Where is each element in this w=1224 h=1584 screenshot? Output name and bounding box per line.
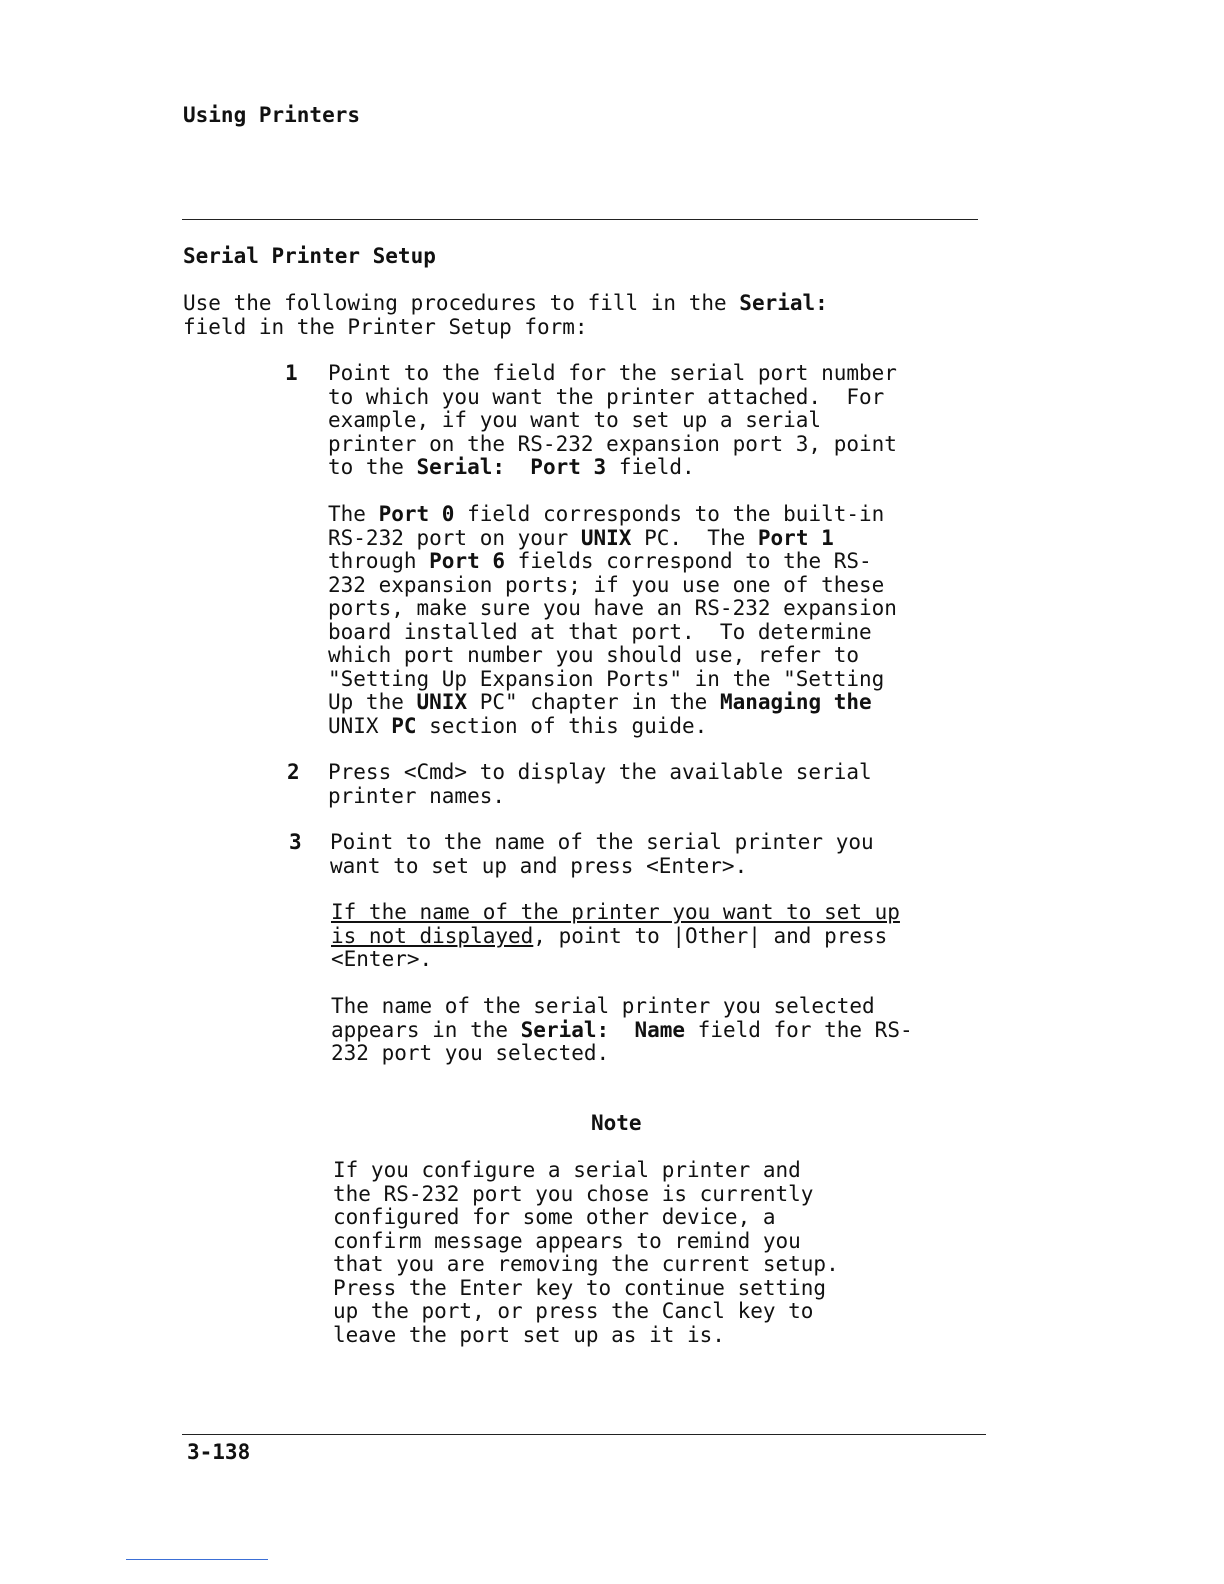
- text-line: 232 expansion ports; if you use one of these: [328, 572, 885, 597]
- text-line: UNIX: [328, 713, 392, 738]
- text-line: 232 port you selected.: [331, 1041, 610, 1065]
- text-line: field corresponds to the built-in: [454, 502, 885, 526]
- step-1-number: 1: [285, 361, 298, 385]
- text-line: to the: [328, 455, 417, 479]
- scan-edge-mark: [126, 1559, 268, 1560]
- text-line: that you are removing the current setup.: [333, 1252, 839, 1276]
- text-line: section of this guide.: [416, 713, 708, 738]
- text-line: RS-232 port on your: [328, 525, 581, 550]
- step-2-number: 2: [287, 760, 300, 784]
- text-line: The: [328, 502, 379, 526]
- underlined-text: If the name of the printer you want to set up: [331, 900, 900, 924]
- text-line: The name of the serial printer you selected: [331, 994, 875, 1018]
- underlined-text: is not displayed: [331, 923, 534, 948]
- intro-line1-text: Use the following procedures to fill in the: [183, 291, 740, 315]
- step-3-paragraph-3: [331, 995, 913, 1066]
- text-line: If you configure a serial printer and: [333, 1158, 801, 1182]
- text-line: Up the: [328, 690, 417, 714]
- step-1-paragraph-1: [328, 362, 897, 480]
- text-line: <Enter>.: [331, 947, 433, 971]
- bold-term: Managing the: [719, 690, 872, 714]
- text-line: want to set up and press <Enter>.: [330, 853, 748, 878]
- text-line: printer names.: [328, 783, 506, 808]
- text-line: example, if you want to set up a serial: [328, 408, 822, 432]
- text-line: ports, make sure you have an RS-232 expansion: [328, 596, 897, 620]
- text-line: which port number you should use, refer to: [328, 643, 860, 667]
- section-title: Serial Printer Setup: [183, 244, 436, 268]
- text-line: appears in the: [331, 1017, 521, 1042]
- top-rule: [182, 219, 978, 220]
- text-line: Press the Enter key to continue setting: [333, 1275, 827, 1300]
- step-3-paragraph-2: [331, 901, 900, 972]
- text-line: field.: [606, 455, 695, 479]
- text-line: through: [328, 549, 430, 573]
- bold-term: Serial: Name: [520, 1017, 686, 1042]
- text-line: field for the RS-: [685, 1017, 913, 1042]
- text-line: to which you want the printer attached. For: [328, 384, 885, 409]
- text-line: "Setting Up Expansion Ports" in the "Setting: [328, 666, 885, 691]
- bold-term: Port 1: [757, 525, 834, 550]
- note-paragraph: [333, 1159, 839, 1347]
- text-line: PC" chapter in the: [467, 690, 720, 714]
- text-line: leave the port set up as it is.: [333, 1322, 725, 1347]
- intro-serial-term: Serial:: [739, 291, 828, 315]
- bottom-rule: [182, 1434, 986, 1435]
- text-line: the RS-232 port you chose is currently: [333, 1181, 814, 1206]
- step-3-number: 3: [289, 830, 302, 854]
- text-line: fields correspond to the RS-: [505, 549, 872, 573]
- page-number: 3-138: [187, 1440, 251, 1464]
- text-line: confirm message appears to remind you: [333, 1228, 801, 1253]
- step-2-paragraph: [328, 761, 872, 808]
- bold-term: PC: [391, 713, 417, 738]
- bold-term: UNIX: [416, 690, 468, 714]
- running-head: Using Printers: [183, 103, 361, 127]
- note-heading: Note: [591, 1111, 642, 1135]
- text-line: Point to the name of the serial printer you: [330, 830, 874, 854]
- text-line: board installed at that port. To determine: [328, 619, 872, 644]
- text-line: Point to the field for the serial port number: [328, 361, 897, 385]
- step-1-paragraph-2: [328, 503, 897, 738]
- intro-paragraph: [183, 292, 828, 339]
- bold-term: UNIX: [580, 525, 632, 550]
- bold-term: Port 0: [378, 502, 455, 526]
- text-line: Press <Cmd> to display the available serial: [328, 760, 872, 784]
- intro-line2-text: field in the Printer Setup form:: [183, 314, 588, 339]
- text-line: printer on the RS-232 expansion port 3, point: [328, 431, 897, 456]
- bold-term: Port 6: [429, 549, 506, 573]
- text-line: up the port, or press the Cancl key to: [333, 1299, 814, 1323]
- text-line: , point to |Other| and press: [533, 923, 888, 948]
- step-3-paragraph-1: [330, 831, 874, 878]
- bold-term: Serial: Port 3: [416, 455, 607, 479]
- text-line: configured for some other device, a: [333, 1205, 776, 1229]
- text-line: PC. The: [631, 525, 758, 550]
